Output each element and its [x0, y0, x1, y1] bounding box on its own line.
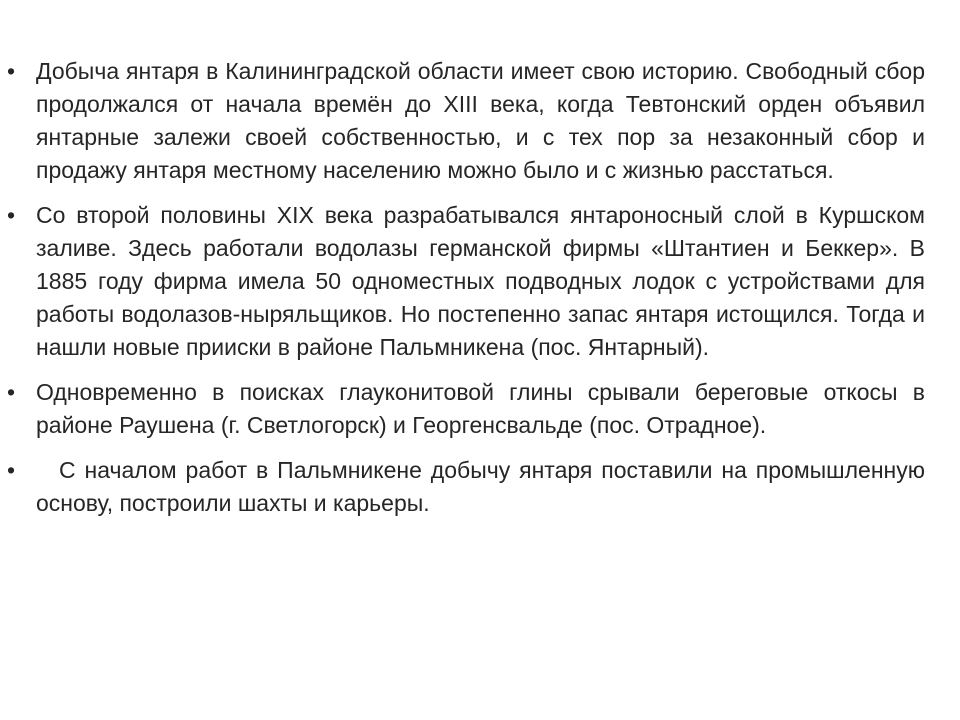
bullet-text: Одновременно в поисках глауконитовой глины срывали береговые откосы в районе Раушена (г. Светлогорск) и Георгенсвальде (пос. Отрадное). — [36, 379, 925, 438]
bullet-dot: • — [7, 202, 16, 228]
bullet-dot: • — [7, 58, 16, 84]
bullet-item-amber-history — [7, 55, 925, 187]
bullet-item-industrial-mining — [7, 454, 925, 520]
bullet-list — [7, 55, 925, 532]
bullet-item-glauconite-clay — [7, 376, 925, 442]
bullet-text: Добыча янтаря в Калининградской области имеет свою историю. Свободный сбор продолжался от начала времён до XIII века, когда Тевтонский орден объявил янтарные залежи своей собственностью, и с тех пор за незаконный сбор и продажу янтаря местному населению можно было и с жизнью расстаться. — [36, 58, 925, 183]
bullet-dot: • — [7, 379, 16, 405]
bullet-text: Со второй половины XIX века разрабатывался янтароносный слой в Куршском заливе. Здесь работали водолазы германской фирмы «Штантиен и Беккер». В 1885 году фирма имела 50 одноместных подводных лодок с устройствами для работы водолазов-ныряльщиков. Но постепенно запас янтаря истощился. Тогда и нашли новые прииски в районе Пальмникена (пос. Янтарный). — [36, 202, 925, 360]
bullet-dot: • — [7, 457, 16, 483]
bullet-text: С началом работ в Пальмникене добычу янтаря поставили на промышленную основу, построили шахты и карьеры. — [36, 457, 925, 516]
bullet-item-curonian-lagoon — [7, 199, 925, 364]
